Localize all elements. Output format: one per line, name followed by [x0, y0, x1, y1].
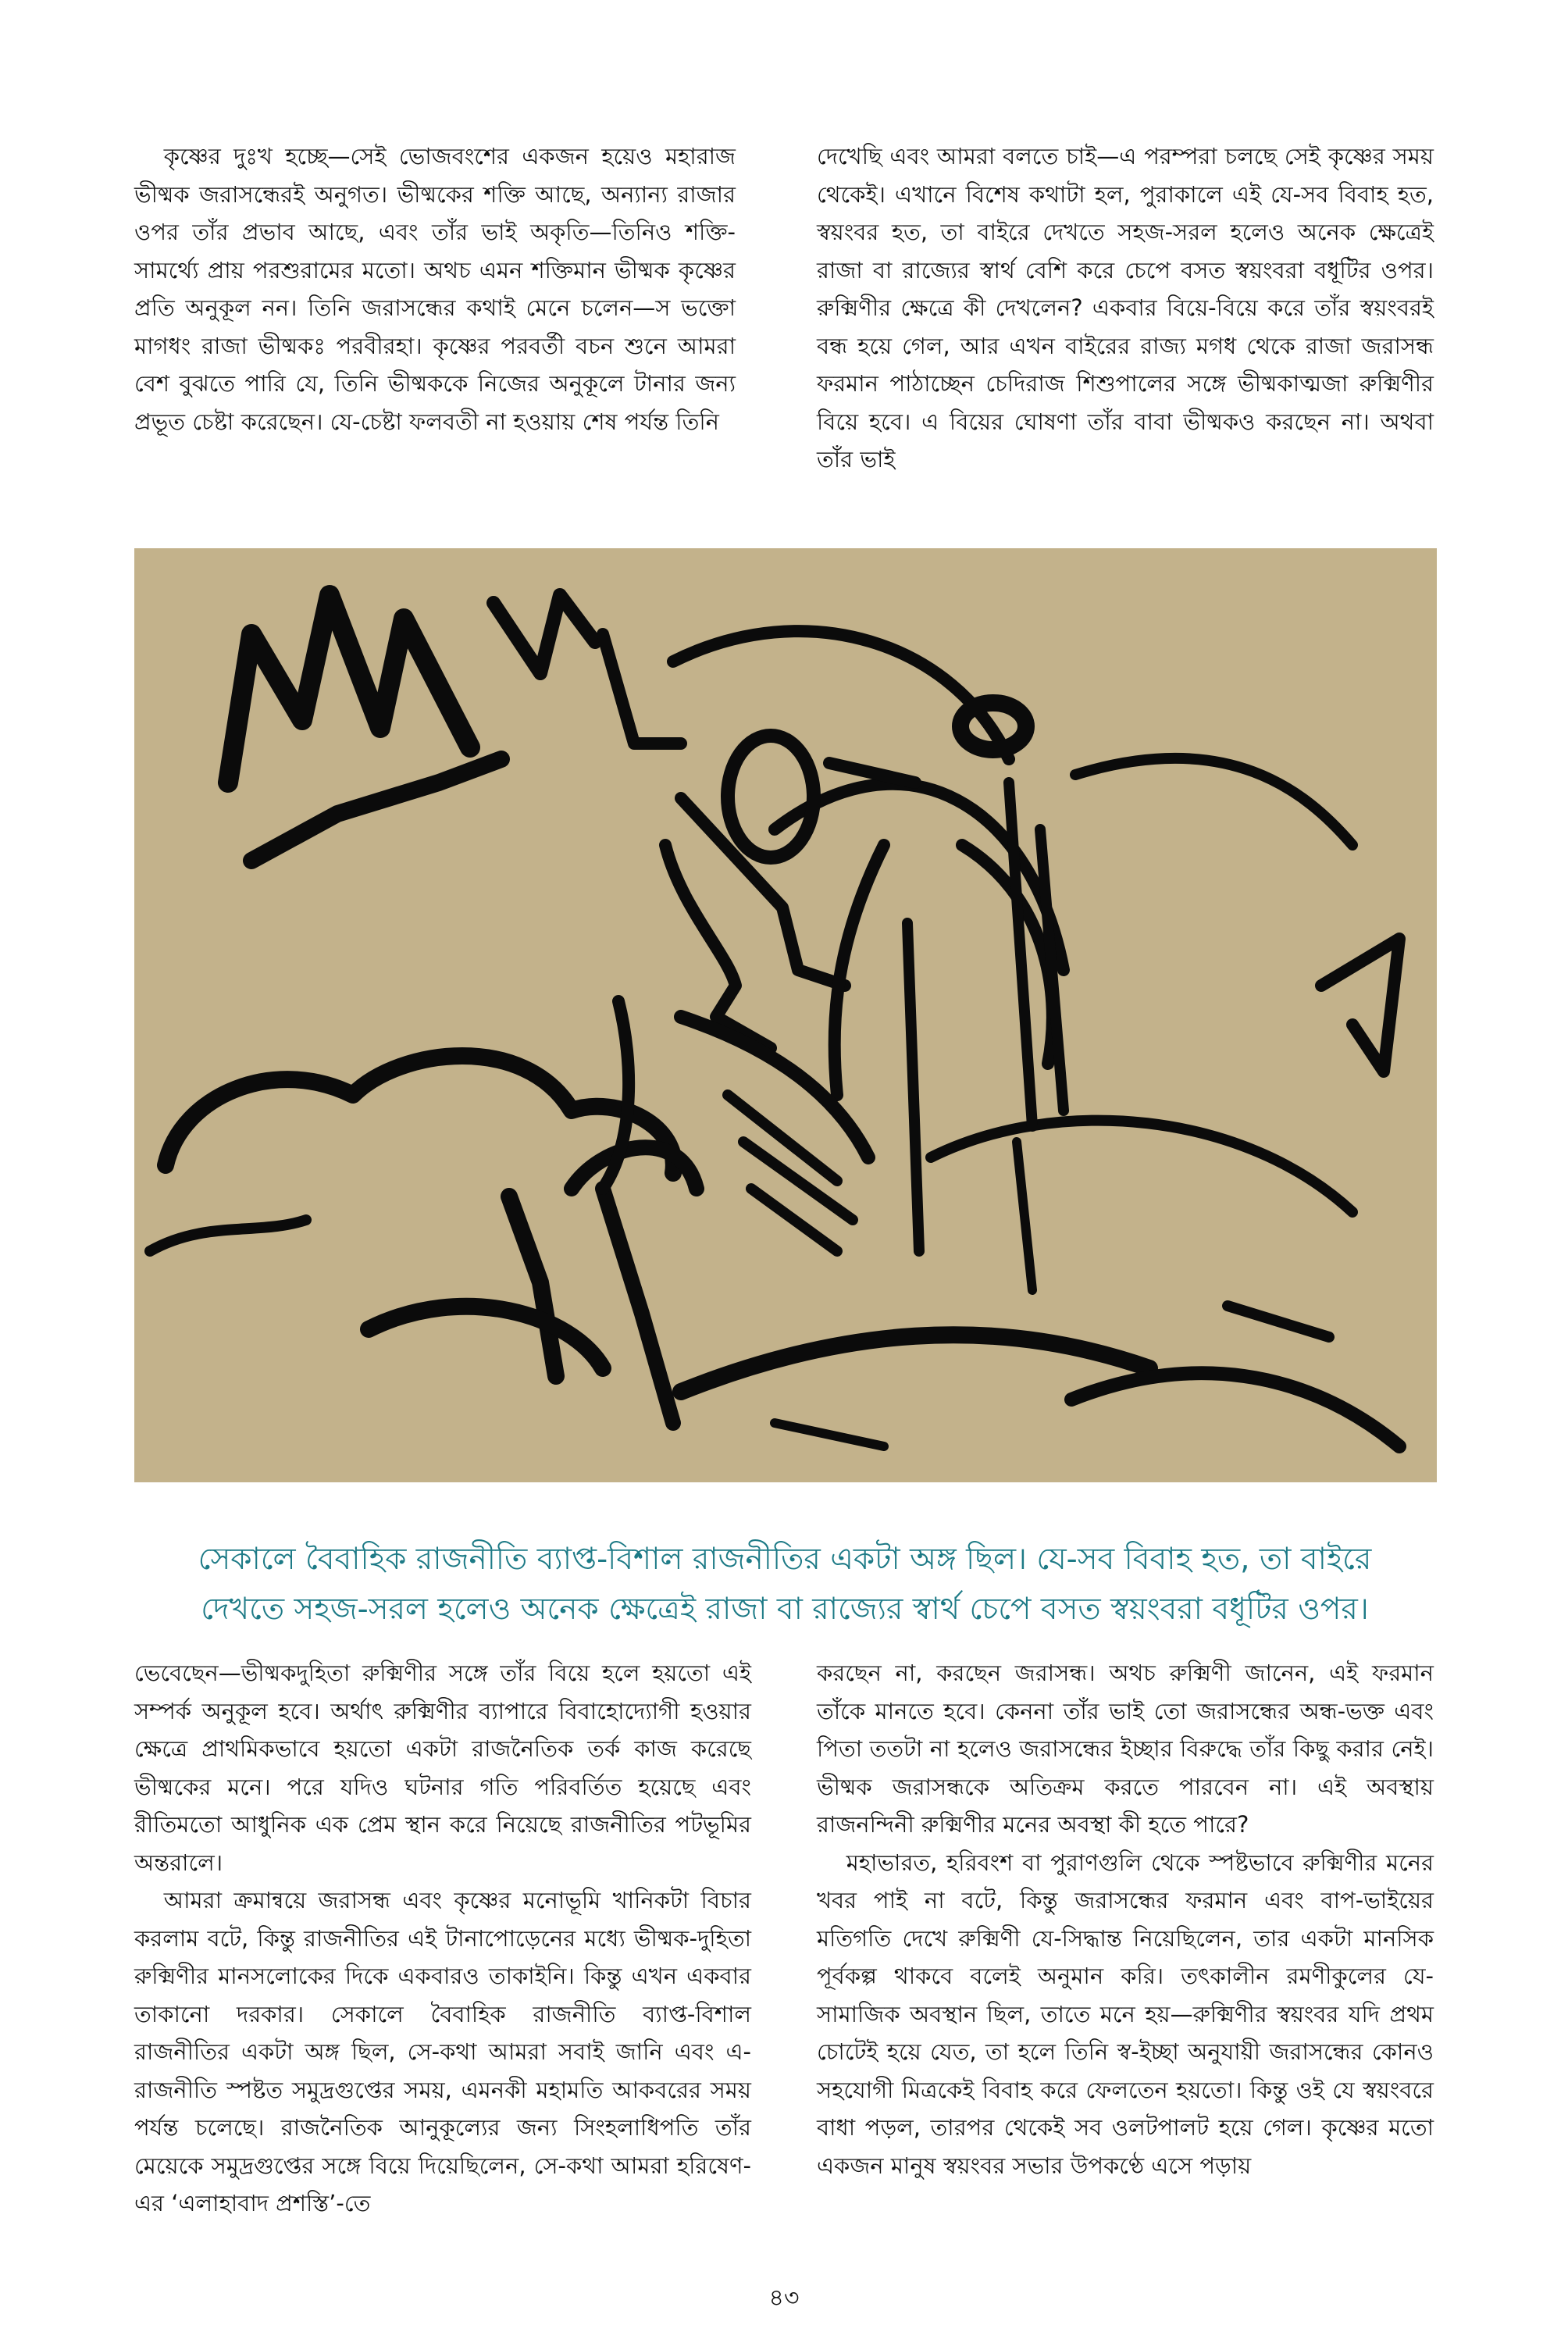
- paragraph: করছেন না, করছেন জরাসন্ধ। অথচ রুক্মিণী জানেন, এই ফরমান তাঁকে মানতে হবে। কেননা তাঁর ভাই তো জরাসন্ধের অন্ধ-ভক্ত এবং পিতা ততটা না হলেও জরাসন্ধের ইচ্ছার বিরুদ্ধে তাঁর কিছু করার নেই। ভীষ্মক জরাসন্ধকে অতিক্রম করতে পারবেন না। এই অবস্থায় রাজনন্দিনী রুক্মিণীর মনের অবস্থা কী হতে পারে?: [817, 1660, 1434, 1838]
- text-column-bottom-right: [817, 1654, 1434, 2184]
- pull-quote-line-1: সেকালে বৈবাহিক রাজনীতি ব্যাপ্ত-বিশাল রাজনীতির একটা অঙ্গ ছিল। যে-সব বিবাহ হত, তা বাইরে: [198, 1542, 1372, 1577]
- text-column-bottom-left: [134, 1654, 751, 2223]
- pull-quote: [125, 1535, 1445, 1635]
- paragraph: কৃষ্ণের দুঃখ হচ্ছে—সেই ভোজবংশের একজন হয়েও মহারাজ ভীষ্মক জরাসন্ধেরই অনুগত। ভীষ্মকের শক্তি আছে, অন্যান্য রাজার ওপর তাঁর প্রভাব আছে, এবং তাঁর ভাই অকৃতি—তিনিও শক্তি-সামর্থ্যে প্রায় পরশুরামের মতো। অথচ এমন শক্তিমান ভীষ্মক কৃষ্ণের প্রতি অনুকূল নন। তিনি জরাসন্ধের কথাই মেনে চলেন—স ভক্তো মাগধং রাজা ভীষ্মকঃ পরবীরহা। কৃষ্ণের পরবর্তী বচন শুনে আমরা বেশ বুঝতে পারি যে, তিনি ভীষ্মককে নিজের অনুকূলে টানার জন্য প্রভূত চেষ্টা করেছেন। যে-চেষ্টা ফলবতী না হওয়ায় শেষ পর্যন্ত তিনি: [134, 143, 736, 435]
- ink-sketch-svg: [134, 548, 1437, 1482]
- illustration-ink-drawing: [134, 548, 1437, 1482]
- text-column-top-left: [134, 137, 736, 440]
- page-number: ৪৩: [768, 2284, 800, 2312]
- paragraph: মহাভারত, হরিবংশ বা পুরাণগুলি থেকে স্পষ্টভাবে রুক্মিণীর মনের খবর পাই না বটে, কিন্তু জরাসন্ধের ফরমান এবং বাপ-ভাইয়ের মতিগতি দেখে রুক্মিণী যে-সিদ্ধান্ত নিয়েছিলেন, তার একটা মানসিক পূর্বকল্প থাকবে বলেই অনুমান করি। তৎকালীন রমণীকুলের যে-সামাজিক অবস্থান ছিল, তাতে মনে হয়—রুক্মিণীর স্বয়ংবর যদি প্রথম চোটেই হয়ে যেত, তা হলে তিনি স্ব-ইচ্ছা অনুযায়ী জরাসন্ধের কোনও সহযোগী মিত্রকেই বিবাহ করে ফেলতেন হয়তো। কিন্তু ওই যে স্বয়ংবরে বাধা পড়ল, তারপর থেকেই সব ওলটপালট হয়ে গেল। কৃষ্ণের মতো একজন মানুষ স্বয়ংবর সভার উপকণ্ঠে এসে পড়ায়: [817, 1849, 1434, 2179]
- paragraph: আমরা ক্রমান্বয়ে জরাসন্ধ এবং কৃষ্ণের মনোভূমি খানিকটা বিচার করলাম বটে, কিন্তু রাজনীতির এই টানাপোড়েনের মধ্যে ভীষ্মক-দুহিতা রুক্মিণীর মানসলোকের দিকে একবারও তাকাইনি। কিন্তু এখন একবার তাকানো দরকার। সেকালে বৈবাহিক রাজনীতি ব্যাপ্ত-বিশাল রাজনীতির একটা অঙ্গ ছিল, সে-কথা আমরা সবাই জানি এবং এ-রাজনীতি স্পষ্টত সমুদ্রগুপ্তের সময়, এমনকী মহামতি আকবরের সময় পর্যন্ত চলেছে। রাজনৈতিক আনুকূল্যের জন্য সিংহলাধিপতি তাঁর মেয়েকে সমুদ্রগুপ্তের সঙ্গে বিয়ে দিয়েছিলেন, সে-কথা আমরা হরিষেণ-এর ‘এলাহাবাদ প্রশস্তি’-তে: [134, 1887, 751, 2216]
- paragraph: দেখেছি এবং আমরা বলতে চাই—এ পরম্পরা চলছে সেই কৃষ্ণের সময় থেকেই। এখানে বিশেষ কথাটা হল, পুরাকালে এই যে-সব বিবাহ হত, স্বয়ংবর হত, তা বাইরে দেখতে সহজ-সরল হলেও অনেক ক্ষেত্রেই রাজা বা রাজ্যের স্বার্থ বেশি করে চেপে বসত স্বয়ংবরা বধূটির ওপর। রুক্মিণীর ক্ষেত্রে কী দেখলেন? একবার বিয়ে-বিয়ে করে তাঁর স্বয়ংবরই বন্ধ হয়ে গেল, আর এখন বাইরের রাজ্য মগধ থেকে রাজা জরাসন্ধ ফরমান পাঠাচ্ছেন চেদিরাজ শিশুপালের সঙ্গে ভীষ্মকাত্মজা রুক্মিণীর বিয়ে হবে। এ বিয়ের ঘোষণা তাঁর বাবা ভীষ্মকও করছেন না। অথবা তাঁর ভাই: [817, 143, 1434, 472]
- pull-quote-line-2: দেখতে সহজ-সরল হলেও অনেক ক্ষেত্রেই রাজা বা রাজ্যের স্বার্থ চেপে বসত স্বয়ংবরা বধূটির ওপর।: [201, 1592, 1369, 1627]
- paragraph: ভেবেছেন—ভীষ্মকদুহিতা রুক্মিণীর সঙ্গে তাঁর বিয়ে হলে হয়তো এই সম্পর্ক অনুকূল হবে। অর্থাৎ রুক্মিণীর ব্যাপারে বিবাহোদ্যোগী হওয়ার ক্ষেত্রে প্রাথমিকভাবে হয়তো একটা রাজনৈতিক তর্ক কাজ করেছে ভীষ্মকের মনে। পরে যদিও ঘটনার গতি পরিবর্তিত হয়েছে এবং রীতিমতো আধুনিক এক প্রেম স্থান করে নিয়েছে রাজনীতির পটভূমির অন্তরালে।: [134, 1660, 751, 1876]
- text-column-top-right: [817, 137, 1434, 479]
